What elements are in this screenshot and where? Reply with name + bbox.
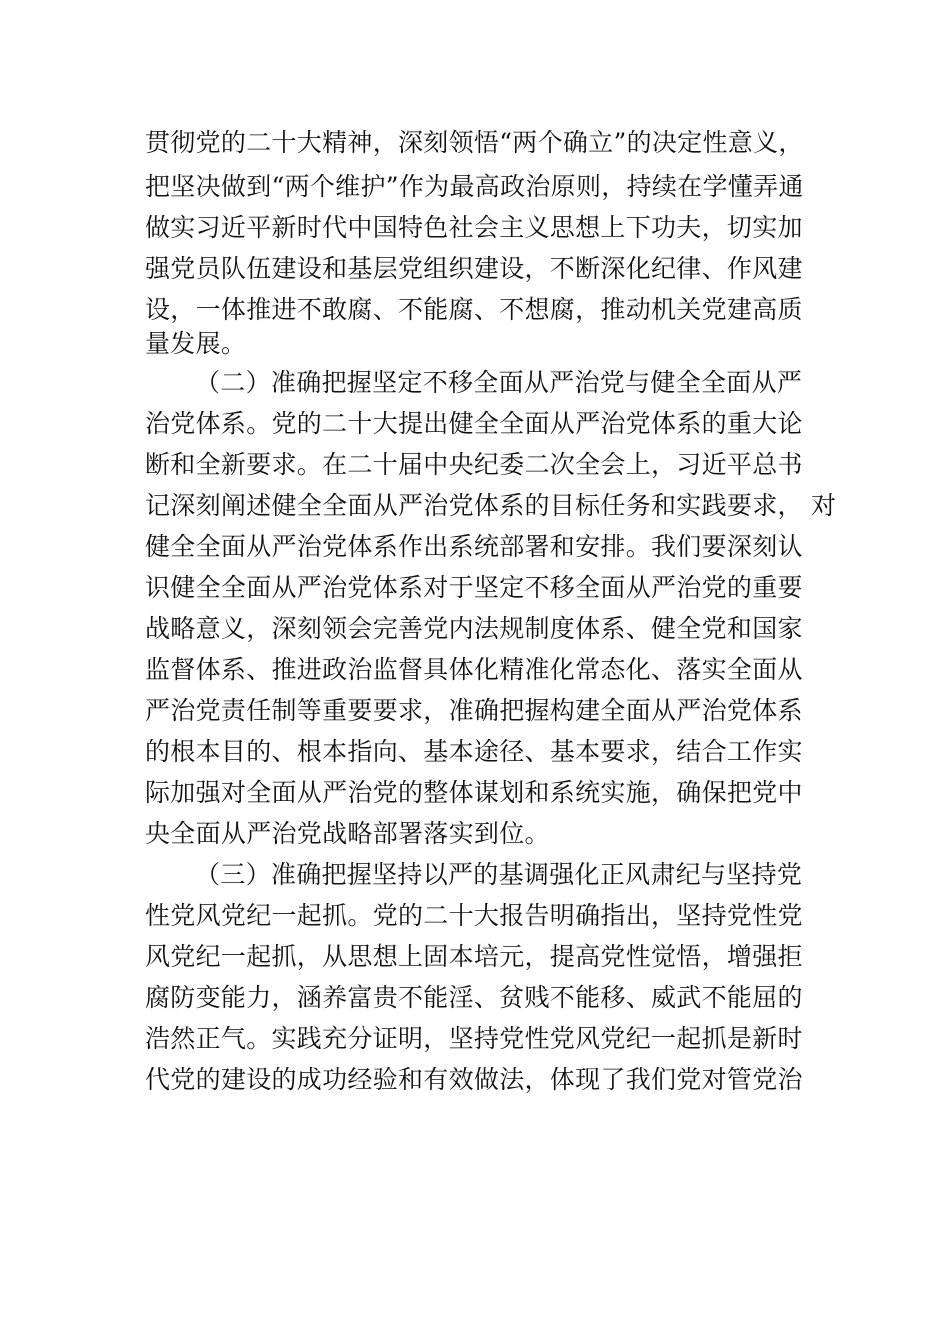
text-line: 断和全新要求。在二十届中央纪委二次全会上，习近平总书 bbox=[145, 450, 803, 479]
text-line: 代党的建设的成功经验和有效做法，体现了我们党对管党治 bbox=[145, 1065, 803, 1094]
text-line: 健全全面从严治党体系作出系统部署和安排。我们要深刻认 bbox=[145, 532, 803, 561]
text-line: 监督体系、推进政治监督具体化精准化常态化、落实全面从 bbox=[145, 655, 803, 684]
text-line: 性党风党纪一起抓。党的二十大报告明确指出，坚持党性党 bbox=[145, 901, 803, 930]
text-line: 做实习近平新时代中国特色社会主义思想上下功夫，切实加 bbox=[145, 213, 803, 242]
text-line: 记深刻阐述健全全面从严治党体系的目标任务和实践要求， 对 bbox=[145, 491, 837, 520]
paragraph-heading: （三）准确把握坚持以严的基调强化正风肃纪与坚持党 bbox=[195, 860, 803, 889]
text-line: 严治党责任制等重要要求，准确把握构建全面从严治党体系 bbox=[145, 696, 803, 725]
text-line: 浩然正气。实践充分证明，坚持党性党风党纪一起抓是新时 bbox=[145, 1024, 803, 1053]
text-line: 风党纪一起抓，从思想上固本培元，提高党性觉悟，增强拒 bbox=[145, 942, 803, 971]
text-line: 战略意义，深刻领会完善党内法规制度体系、健全党和国家 bbox=[145, 614, 803, 643]
text-line: 识健全全面从严治党体系对于坚定不移全面从严治党的重要 bbox=[145, 573, 803, 602]
text-line: 治党体系。党的二十大提出健全全面从严治党体系的重大论 bbox=[145, 409, 803, 438]
text-line: 强党员队伍建设和基层党组织建设，不断深化纪律、作风建 bbox=[145, 254, 803, 283]
text-line: 设，一体推进不敢腐、不能腐、不想腐，推动机关党建高质 bbox=[145, 295, 803, 324]
text-line: 贯彻党的二十大精神，深刻领悟“两个确立”的决定性意义， bbox=[145, 128, 804, 157]
paragraph-heading: （二）准确把握坚定不移全面从严治党与健全全面从严 bbox=[195, 368, 803, 397]
text-line: 腐防变能力，涵养富贵不能淫、贫贱不能移、威武不能屈的 bbox=[145, 983, 803, 1012]
text-line: 际加强对全面从严治党的整体谋划和系统实施，确保把党中 bbox=[145, 778, 803, 807]
text-line: 量发展。 bbox=[145, 329, 247, 358]
text-line: 把坚决做到“两个维护”作为最高政治原则，持续在学懂弄通 bbox=[145, 172, 804, 201]
text-line: 央全面从严治党战略部署落实到位。 bbox=[145, 819, 550, 848]
text-line: 的根本目的、根本指向、基本途径、基本要求，结合工作实 bbox=[145, 737, 803, 766]
